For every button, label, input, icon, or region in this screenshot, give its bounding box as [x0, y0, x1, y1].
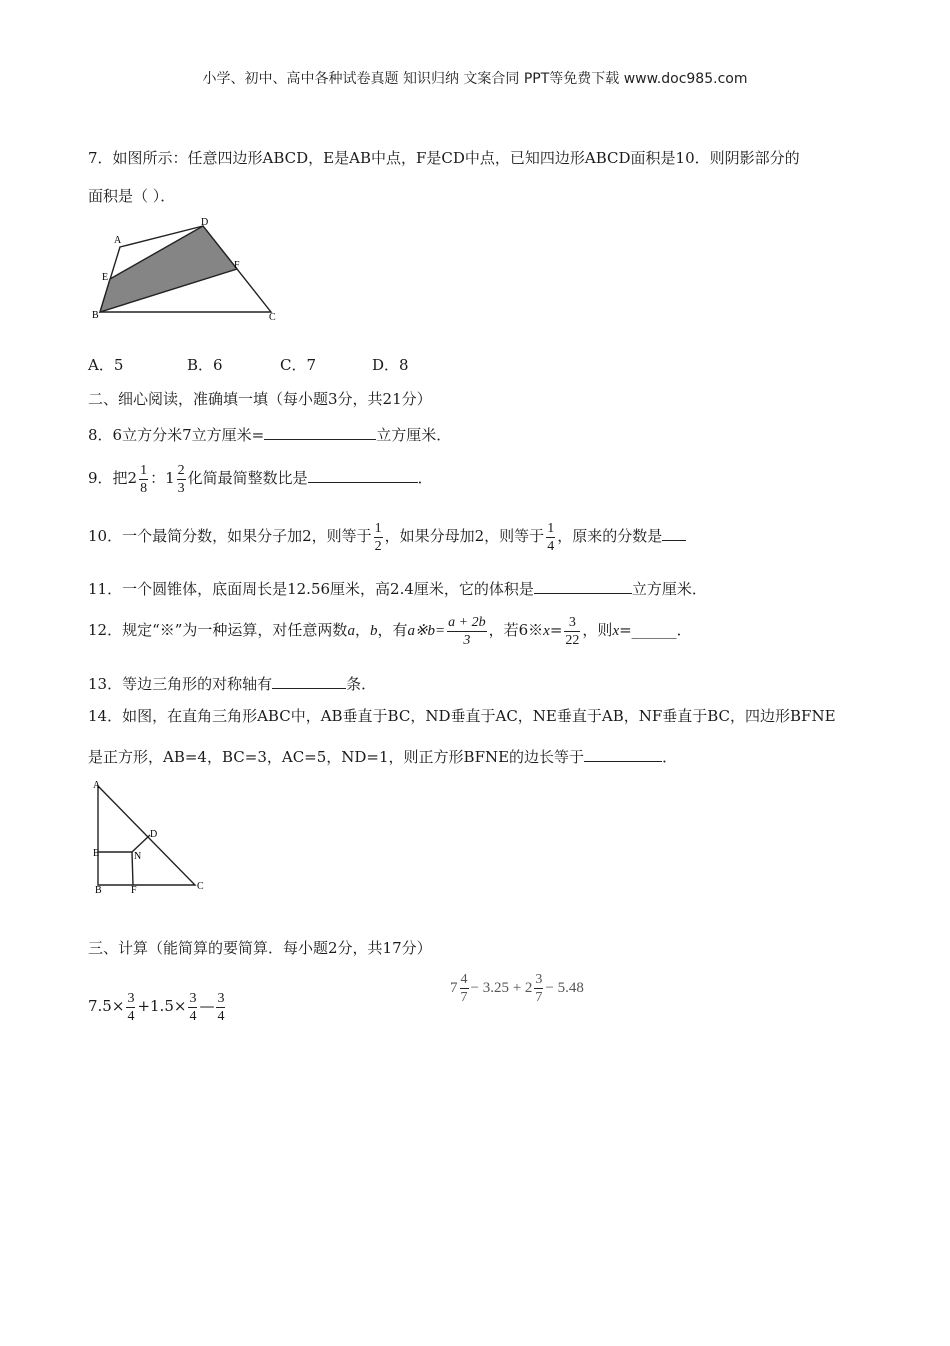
label-f: F	[234, 260, 240, 271]
segment-nd	[132, 835, 150, 852]
q10-fraction-2: $\frac{1}{4}$	[547, 520, 555, 554]
q14-end: ．	[662, 748, 678, 766]
label-e: E	[102, 272, 109, 283]
calc1-part-a: 7.5×	[88, 997, 125, 1015]
q7-option-a: A．5	[88, 356, 124, 374]
section-2-heading: 二、细心阅读，准确填一填（每小题3分，共21分）	[88, 390, 432, 408]
q9-whole-1: 2	[127, 469, 138, 487]
q11-text: 11．一个圆锥体，底面周长是12.56厘米，高2.4厘米，它的体积是	[88, 580, 534, 598]
q12-var-x: x	[543, 623, 550, 639]
q8-answer-blank[interactable]	[264, 424, 376, 440]
q8-unit: 立方厘米．	[376, 426, 452, 444]
q11-unit: 立方厘米．	[631, 580, 707, 598]
q12-var-x-2: x	[612, 623, 620, 639]
q7-option-d: D．8	[372, 356, 409, 374]
q12-text-3: ，若6※	[488, 621, 544, 639]
q12-var-b: b	[369, 623, 378, 639]
calc2-fraction-1: $\frac{4}{7}$	[460, 972, 468, 1006]
q13-answer-blank[interactable]	[272, 673, 346, 689]
q7-text-line2: 面积是（ ）．	[88, 187, 176, 205]
label-e: E	[93, 848, 100, 859]
q12-sep: ，	[354, 621, 370, 639]
q9-text-2: 化简最简整数比是	[187, 469, 308, 487]
q8-text: 8．6立方分米7立方厘米=	[88, 426, 265, 444]
q10-answer-blank[interactable]	[662, 525, 686, 541]
label-d: D	[201, 217, 209, 228]
q12-answer-blank[interactable]: =______．	[619, 621, 692, 639]
q13-unit: 条．	[346, 675, 377, 693]
q9	[88, 456, 433, 500]
q7-option-c: C．7	[280, 356, 317, 374]
triangle-abc	[98, 786, 195, 885]
q13	[88, 673, 376, 694]
q11-answer-blank[interactable]	[534, 578, 632, 594]
q7-quadrilateral-figure	[86, 212, 286, 324]
q12	[88, 608, 692, 653]
square-bfne	[98, 852, 133, 885]
label-d: D	[150, 829, 158, 840]
calc2-middle: − 3.25 + 2	[470, 980, 533, 996]
calc2-fraction-2: $\frac{3}{7}$	[535, 972, 543, 1006]
calc-2	[450, 966, 584, 1010]
q14-text-line1: 14．如图，在直角三角形ABC中，AB垂直于BC，ND垂直于AC，NE垂直于AB，NF垂直于BC，四边形BFNE	[88, 707, 836, 725]
label-c: C	[197, 881, 204, 892]
q10-fraction-1: $\frac{1}{2}$	[374, 520, 382, 554]
q9-whole-2: 1	[165, 469, 175, 487]
q9-colon: ：	[150, 469, 166, 487]
q10-text: 10．一个最简分数，如果分子加2，则等于	[88, 527, 372, 545]
q7-text-line1: 7．如图所示：任意四边形ABCD，E是AB中点，F是CD中点，已知四边形ABCD面积是10．则阴影部分的	[88, 149, 800, 167]
q10-text-2: ，如果分母加2，则等于	[384, 527, 545, 545]
calc1-part-c: —	[199, 997, 215, 1015]
calc1-fraction-3: $\frac{3}{4}$	[217, 990, 225, 1024]
q10	[88, 514, 686, 558]
q11	[88, 578, 707, 599]
q9-fraction-1: $\frac{1}{8}$	[140, 462, 148, 496]
calc1-fraction-1: $\frac{3}{4}$	[127, 990, 135, 1024]
q12-text: 12．规定“※”为一种运算，对任意两数	[88, 621, 348, 639]
q14-answer-blank[interactable]	[584, 746, 662, 762]
label-a: A	[114, 235, 122, 246]
section-3-heading: 三、计算（能简算的要简算．每小题2分，共17分）	[88, 939, 432, 957]
q12-expression: a※b=	[407, 623, 446, 639]
page-header: 小学、初中、高中各种试卷真题 知识归纳 文案合同 PPT等免费下载 www.doc985.com	[202, 71, 748, 87]
q13-text: 13．等边三角形的对称轴有	[88, 675, 273, 693]
q9-end: ．	[417, 469, 433, 487]
calc1-fraction-2: $\frac{3}{4}$	[189, 990, 197, 1024]
q14-text-line2: 是正方形，AB=4，BC=3，AC=5，ND=1，则正方形BFNE的边长等于	[88, 748, 585, 766]
q12-text-4: ，则	[582, 621, 613, 639]
q12-text-2: ，有	[377, 621, 408, 639]
calc1-part-b: +1.5×	[137, 997, 187, 1015]
q9-answer-blank[interactable]	[308, 467, 418, 483]
q10-text-3: ，原来的分数是	[557, 527, 663, 545]
calc2-end: − 5.48	[545, 980, 584, 996]
q7-option-b: B．6	[187, 356, 223, 374]
q14-line2	[88, 746, 677, 767]
q9-text: 9．把	[88, 469, 128, 487]
q12-var-a: a	[347, 623, 355, 639]
q9-fraction-2: $\frac{2}{3}$	[177, 462, 185, 496]
label-c: C	[269, 312, 276, 323]
label-n: N	[134, 851, 142, 862]
q12-fraction-2: $\frac{3}{22}$	[565, 614, 580, 648]
calc-1	[88, 984, 227, 1028]
q12-fraction-1: $\frac{a + 2b}{3}$	[448, 614, 486, 648]
label-b: B	[92, 310, 99, 321]
label-a: A	[93, 780, 101, 791]
q8	[88, 424, 451, 445]
label-f: F	[131, 885, 137, 896]
q12-eq: =	[549, 621, 563, 639]
q14-right-triangle-figure	[88, 776, 218, 896]
label-b: B	[95, 885, 102, 896]
calc2-whole-1: 7	[450, 980, 458, 996]
